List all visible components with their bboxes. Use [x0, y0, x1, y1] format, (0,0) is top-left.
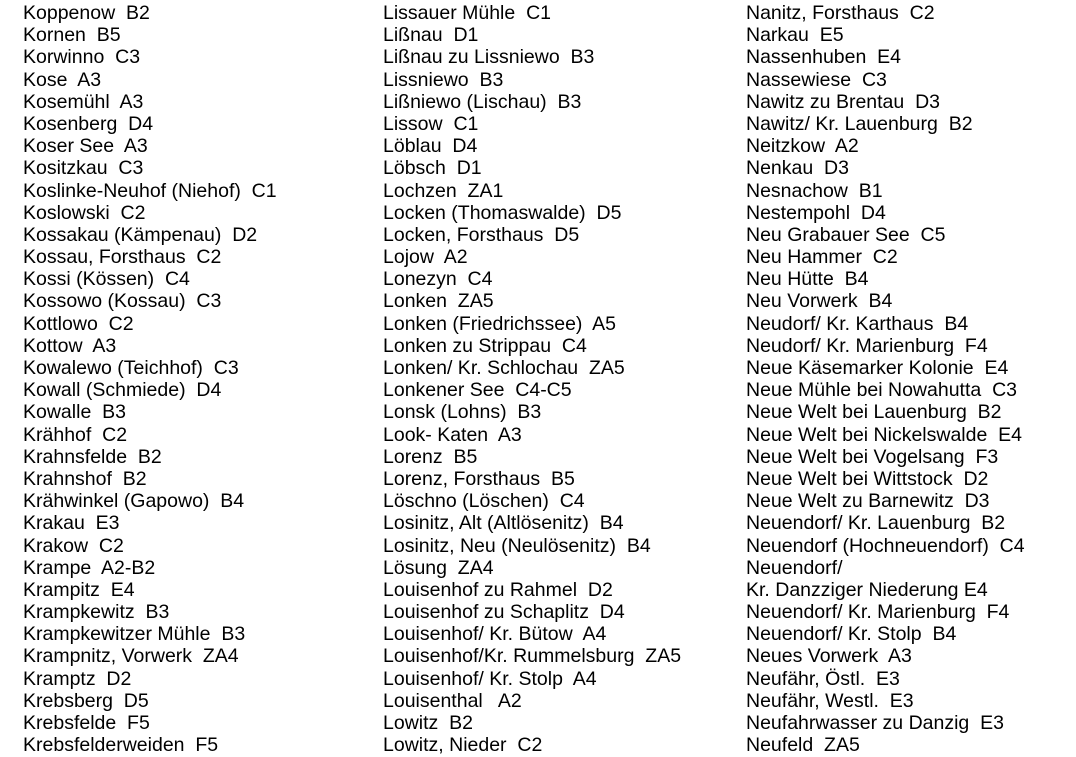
index-entry: Nawitz zu Brentau D3 [746, 90, 941, 113]
index-entry: Neue Welt bei Vogelsang F3 [746, 445, 999, 468]
index-entry: Narkau E5 [746, 24, 844, 47]
index-entry: Kramptz D2 [23, 667, 132, 690]
index-entry: Losinitz, Alt (Altlösenitz) B4 [383, 512, 624, 535]
index-entry: Lissniewo B3 [383, 68, 504, 91]
index-entry: Louisenhof/ Kr. Stolp A4 [383, 667, 597, 690]
index-entry: Lonezyn C4 [383, 268, 493, 291]
index-entry: Kossau, Forsthaus C2 [23, 246, 222, 269]
index-entry: Lissauer Mühle C1 [383, 2, 551, 24]
index-entry: Neu Vorwerk B4 [746, 290, 893, 313]
index-entry: Kossi (Kössen) C4 [23, 268, 190, 291]
index-entry: Krampe A2-B2 [23, 556, 156, 579]
index-entry: Kowall (Schmiede) D4 [23, 379, 222, 402]
index-entry: Kose A3 [23, 68, 102, 91]
index-entry: Krahnsfelde B2 [23, 445, 162, 468]
index-entry: Kowalle B3 [23, 401, 126, 424]
index-entry: Krähwinkel (Gapowo) B4 [23, 490, 245, 513]
index-entry: Nesnachow B1 [746, 179, 883, 202]
index-entry: Koppenow B2 [23, 2, 150, 24]
index-entry: Neu Hütte B4 [746, 268, 869, 291]
index-entry: Neu Grabauer See C5 [746, 223, 946, 246]
index-entry: Lorenz B5 [383, 445, 478, 468]
index-entry: Lowitz, Nieder C2 [383, 734, 543, 757]
index-entry: Nawitz/ Kr. Lauenburg B2 [746, 112, 973, 135]
index-entry: Lonken zu Strippau C4 [383, 334, 587, 357]
index-entry: Lißnau D1 [383, 24, 479, 47]
index-entry: Lochzen ZA1 [383, 179, 504, 202]
index-column-1 [23, 2, 277, 756]
index-entry: Kosemühl A3 [23, 90, 144, 113]
index-entry: Louisenthal A2 [383, 689, 522, 712]
index-entry: Louisenhof/ Kr. Bütow A4 [383, 623, 607, 646]
index-entry: Lonkener See C4-C5 [383, 379, 572, 402]
index-entry: Krampitz E4 [23, 578, 135, 601]
index-entry: Krampkewitzer Mühle B3 [23, 623, 246, 646]
index-entry: Koser See A3 [23, 135, 148, 158]
index-entry: Lonken (Friedrichssee) A5 [383, 312, 617, 335]
index-entry: Krebsberg D5 [23, 689, 149, 712]
index-entry: Lißniewo (Lischau) B3 [383, 90, 582, 113]
index-entry: Kosenberg D4 [23, 112, 154, 135]
index-entry: Neue Mühle bei Nowahutta C3 [746, 379, 1017, 402]
index-entry: Krakau E3 [23, 512, 120, 535]
index-entry: Neues Vorwerk A3 [746, 645, 912, 668]
index-entry: Koslinke-Neuhof (Niehof) C1 [23, 179, 277, 202]
index-entry: Lösung ZA4 [383, 556, 494, 579]
index-entry: Lowitz B2 [383, 712, 473, 734]
index-entry: Krampkewitz B3 [23, 601, 170, 624]
index-entry: Kornen B5 [23, 24, 121, 47]
index-entry: Neuendorf (Hochneuendorf) C4 [746, 534, 1025, 557]
index-entry: Nestempohl D4 [746, 201, 886, 224]
index-entry: Neue Welt bei Lauenburg B2 [746, 401, 1002, 424]
index-entry: Lorenz, Forsthaus B5 [383, 467, 575, 490]
index-entry: Lonken ZA5 [383, 290, 494, 313]
index-entry: Lißnau zu Lissniewo B3 [383, 46, 595, 69]
index-entry: Louisenhof/Kr. Rummelsburg ZA5 [383, 645, 682, 668]
index-entry: Kottlowo C2 [23, 312, 134, 335]
index-entry: Look- Katen A3 [383, 423, 522, 446]
index-entry: Locken, Forsthaus D5 [383, 223, 580, 246]
index-entry: Nanitz, Forsthaus C2 [746, 2, 935, 24]
index-entry: Lissow C1 [383, 112, 479, 135]
index-entry: Kottow A3 [23, 334, 117, 357]
index-entry: Neudorf/ Kr. Marienburg F4 [746, 334, 988, 357]
index-entry: Kossowo (Kossau) C3 [23, 290, 222, 313]
index-entry: Neue Welt bei Nickelswalde E4 [746, 423, 1023, 446]
index-entry: Neu Hammer C2 [746, 246, 898, 269]
index-entry: Losinitz, Neu (Neulösenitz) B4 [383, 534, 651, 557]
index-entry: Louisenhof zu Rahmel D2 [383, 578, 613, 601]
index-entry: Krahnshof B2 [23, 467, 147, 490]
index-entry: Neuendorf/ Kr. Stolp B4 [746, 623, 957, 646]
index-entry: Krakow C2 [23, 534, 124, 557]
index-entry: Neufeld ZA5 [746, 734, 860, 757]
index-entry: Löschno (Löschen) C4 [383, 490, 585, 513]
index-entry: Lojow A2 [383, 246, 468, 269]
index-entry: Krebsfelde F5 [23, 712, 150, 734]
index-entry: Neue Welt bei Wittstock D2 [746, 467, 989, 490]
index-entry: Neuendorf/ Kr. Marienburg F4 [746, 601, 1010, 624]
index-entry: Locken (Thomaswalde) D5 [383, 201, 622, 224]
index-entry: Nassenhuben E4 [746, 46, 902, 69]
index-entry: Koslowski C2 [23, 201, 146, 224]
index-entry: Louisenhof zu Schaplitz D4 [383, 601, 625, 624]
index-entry: Nenkau D3 [746, 157, 849, 180]
index-entry: Löbsch D1 [383, 157, 482, 180]
index-entry: Löblau D4 [383, 135, 478, 158]
index-entry: Neudorf/ Kr. Karthaus B4 [746, 312, 969, 335]
index-entry: Kowalewo (Teichhof) C3 [23, 357, 239, 379]
index-entry: Lonken/ Kr. Schlochau ZA5 [383, 357, 625, 379]
index-entry: Neufähr, Westl. E3 [746, 689, 914, 712]
index-entry: Lonsk (Lohns) B3 [383, 401, 542, 424]
index-entry: Neue Welt zu Barnewitz D3 [746, 490, 990, 513]
index-entry: Kr. Danzziger Niederung E4 [746, 578, 988, 601]
index-entry: Krähhof C2 [23, 423, 128, 446]
index-entry: Neufähr, Östl. E3 [746, 667, 900, 690]
index-entry: Krebsfelderweiden F5 [23, 734, 219, 757]
index-entry: Kositzkau C3 [23, 157, 144, 180]
index-entry: Kossakau (Kämpenau) D2 [23, 223, 258, 246]
index-entry: Neitzkow A2 [746, 135, 859, 158]
index-entry: Korwinno C3 [23, 46, 141, 69]
index-column-3 [746, 2, 1025, 756]
index-entry: Neuendorf/ Kr. Lauenburg B2 [746, 512, 1006, 535]
index-entry: Neuendorf/ [746, 556, 843, 579]
index-entry: Neue Käsemarker Kolonie E4 [746, 357, 1009, 379]
index-entry: Krampnitz, Vorwerk ZA4 [23, 645, 239, 668]
index-entry: Neufahrwasser zu Danzig E3 [746, 712, 1004, 734]
index-column-2 [383, 2, 681, 756]
index-entry: Nassewiese C3 [746, 68, 887, 91]
